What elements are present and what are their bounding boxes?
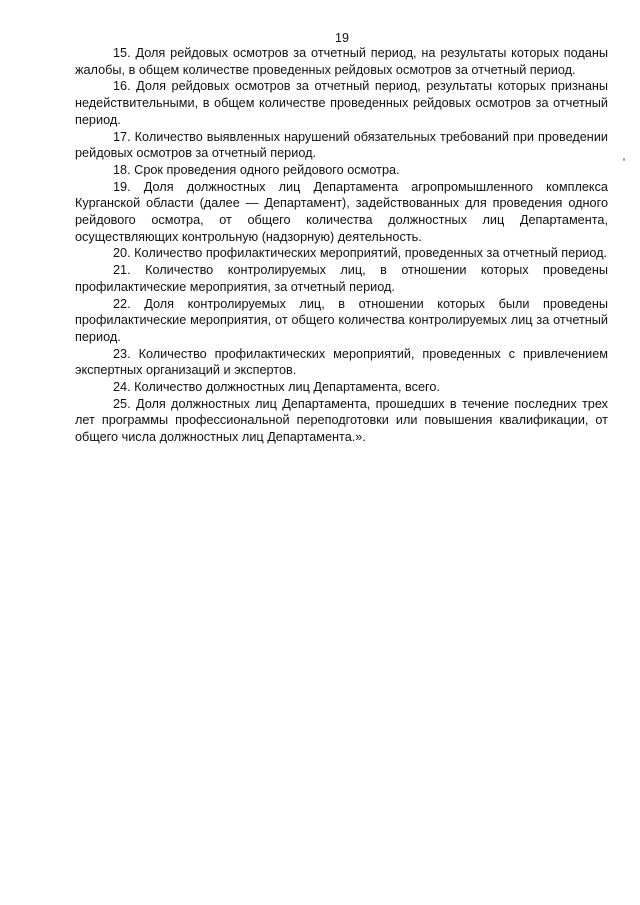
- document-body: [75, 45, 608, 446]
- page-number: 19: [335, 31, 349, 45]
- list-item: 15. Доля рейдовых осмотров за отчетный период, на результаты которых поданы жалобы, в общем количестве проведенных рейдовых осмотров за отчетный период.: [75, 46, 608, 77]
- list-item: 17. Количество выявленных нарушений обязательных требований при проведении рейдовых осмотров за отчетный период.: [75, 129, 608, 161]
- list-item: 19. Доля должностных лиц Департамента агропромышленного комплекса Курганской области (далее — Департамент), задействованных для проведения одного рейдового осмотра, от общего количества должностных лиц Департамента, осуществляющих контрольную (надзорную) деятельность.: [75, 179, 608, 244]
- list-item: 21. Количество контролируемых лиц, в отношении которых проведены профилактические мероприятия, за отчетный период.: [75, 263, 608, 294]
- list-item: 16. Доля рейдовых осмотров за отчетный период, результаты которых признаны недействительными, в общем количестве проведенных рейдовых осмотров за отчетный период.: [75, 79, 608, 127]
- list-item: 24. Количество должностных лиц Департамента, всего.: [113, 380, 440, 395]
- list-item: 25. Доля должностных лиц Департамента, прошедших в течение последних трех лет программы профессиональной переподготовки или повышения квалификации, от общего числа должностных лиц Департамента.».: [75, 396, 608, 445]
- list-item: 20. Количество профилактических мероприятий, проведенных за отчетный период.: [113, 246, 608, 261]
- list-item: 23. Количество профилактических мероприятий, проведенных с привлечением экспертных организаций и экспертов.: [75, 346, 608, 378]
- list-item: 22. Доля контролируемых лиц, в отношении которых были проведены профилактические мероприятия, от общего количества контролируемых лиц за отчетный период.: [75, 296, 608, 344]
- list-item: 18. Срок проведения одного рейдового осмотра.: [113, 162, 400, 177]
- scan-speck: [623, 158, 625, 161]
